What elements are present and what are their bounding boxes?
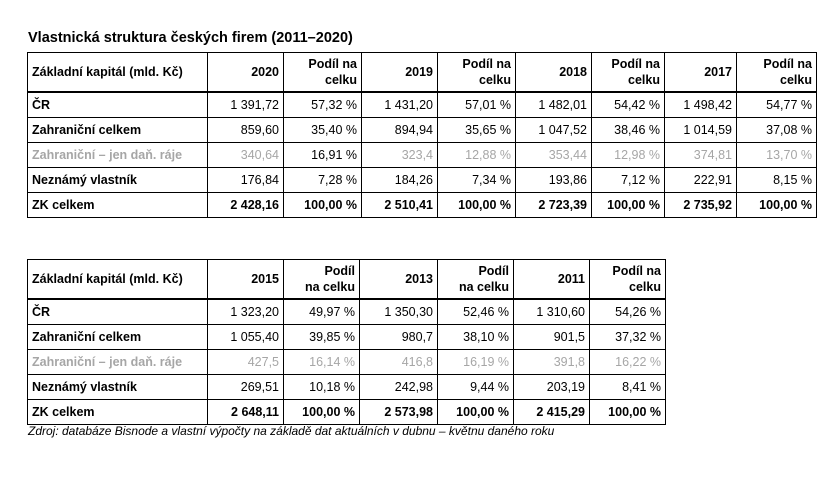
value-cell: 2 723,39 (516, 193, 592, 218)
share-cell: 12,88 % (438, 143, 516, 168)
row-label: ČR (28, 299, 208, 325)
row-label: Zahraniční – jen daň. ráje (28, 350, 208, 375)
row-label: ZK celkem (28, 193, 208, 218)
value-cell: 1 055,40 (208, 325, 284, 350)
value-cell: 340,64 (208, 143, 284, 168)
row-label: Zahraniční – jen daň. ráje (28, 143, 208, 168)
share-cell: 54,26 % (590, 299, 666, 325)
share-cell: 12,98 % (592, 143, 665, 168)
share-cell: 100,00 % (438, 400, 514, 425)
value-cell: 2 735,92 (665, 193, 737, 218)
share-cell: 57,32 % (284, 92, 362, 118)
row-label: Zahraniční celkem (28, 118, 208, 143)
value-cell: 193,86 (516, 168, 592, 193)
value-cell: 2 415,29 (514, 400, 590, 425)
value-cell: 859,60 (208, 118, 284, 143)
ownership-table-2017-2020 (27, 52, 817, 218)
share-cell: 100,00 % (592, 193, 665, 218)
year-header: 2011 (514, 260, 590, 300)
year-header: 2015 (208, 260, 284, 300)
share-cell: 16,14 % (284, 350, 360, 375)
value-cell: 391,8 (514, 350, 590, 375)
share-cell: 13,70 % (737, 143, 817, 168)
share-cell: 8,41 % (590, 375, 666, 400)
share-header: Podíl na celku (284, 260, 360, 300)
table-row (28, 118, 817, 143)
table-row (28, 299, 666, 325)
share-header: Podíl na celku (737, 53, 817, 93)
table-header-row (28, 260, 666, 300)
year-header: 2018 (516, 53, 592, 93)
share-header: Podíl na celku (438, 260, 514, 300)
share-cell: 10,18 % (284, 375, 360, 400)
share-cell: 16,91 % (284, 143, 362, 168)
share-cell: 54,42 % (592, 92, 665, 118)
source-note: Zdroj: databáze Bisnode a vlastní výpočty na základě dat aktuálních v dubnu – květnu daného roku (28, 424, 555, 438)
year-header: 2019 (362, 53, 438, 93)
value-cell: 1 047,52 (516, 118, 592, 143)
value-cell: 176,84 (208, 168, 284, 193)
share-cell: 100,00 % (284, 193, 362, 218)
value-cell: 222,91 (665, 168, 737, 193)
share-cell: 37,32 % (590, 325, 666, 350)
year-header: 2020 (208, 53, 284, 93)
value-cell: 901,5 (514, 325, 590, 350)
share-cell: 54,77 % (737, 92, 817, 118)
table-row (28, 375, 666, 400)
share-cell: 100,00 % (284, 400, 360, 425)
value-cell: 416,8 (360, 350, 438, 375)
share-cell: 7,28 % (284, 168, 362, 193)
table-row (28, 325, 666, 350)
value-cell: 1 014,59 (665, 118, 737, 143)
value-cell: 1 431,20 (362, 92, 438, 118)
share-cell: 39,85 % (284, 325, 360, 350)
share-header: Podíl na celku (592, 53, 665, 93)
label-column-header: Základní kapitál (mld. Kč) (28, 53, 208, 93)
value-cell: 1 482,01 (516, 92, 592, 118)
value-cell: 427,5 (208, 350, 284, 375)
value-cell: 353,44 (516, 143, 592, 168)
year-header: 2013 (360, 260, 438, 300)
share-cell: 100,00 % (737, 193, 817, 218)
share-cell: 100,00 % (590, 400, 666, 425)
value-cell: 2 648,11 (208, 400, 284, 425)
table-row (28, 350, 666, 375)
table-row (28, 92, 817, 118)
row-label: Neznámý vlastník (28, 168, 208, 193)
share-cell: 9,44 % (438, 375, 514, 400)
value-cell: 374,81 (665, 143, 737, 168)
row-label: Zahraniční celkem (28, 325, 208, 350)
value-cell: 242,98 (360, 375, 438, 400)
share-cell: 100,00 % (438, 193, 516, 218)
ownership-table-2011-2015 (27, 259, 666, 425)
value-cell: 894,94 (362, 118, 438, 143)
row-label: Neznámý vlastník (28, 375, 208, 400)
value-cell: 2 428,16 (208, 193, 284, 218)
share-header: Podíl na celku (590, 260, 666, 300)
share-cell: 37,08 % (737, 118, 817, 143)
total-row (28, 193, 817, 218)
row-label: ČR (28, 92, 208, 118)
value-cell: 323,4 (362, 143, 438, 168)
share-cell: 8,15 % (737, 168, 817, 193)
value-cell: 269,51 (208, 375, 284, 400)
page-title: Vlastnická struktura českých firem (2011–2020) (28, 30, 353, 46)
label-column-header: Základní kapitál (mld. Kč) (28, 260, 208, 300)
row-label: ZK celkem (28, 400, 208, 425)
value-cell: 2 573,98 (360, 400, 438, 425)
value-cell: 203,19 (514, 375, 590, 400)
share-cell: 38,46 % (592, 118, 665, 143)
table-row (28, 143, 817, 168)
value-cell: 1 350,30 (360, 299, 438, 325)
share-cell: 38,10 % (438, 325, 514, 350)
share-cell: 35,65 % (438, 118, 516, 143)
share-cell: 49,97 % (284, 299, 360, 325)
share-header: Podíl na celku (438, 53, 516, 93)
share-cell: 57,01 % (438, 92, 516, 118)
share-cell: 7,12 % (592, 168, 665, 193)
year-header: 2017 (665, 53, 737, 93)
share-header: Podíl na celku (284, 53, 362, 93)
value-cell: 1 323,20 (208, 299, 284, 325)
value-cell: 1 498,42 (665, 92, 737, 118)
total-row (28, 400, 666, 425)
share-cell: 35,40 % (284, 118, 362, 143)
share-cell: 16,22 % (590, 350, 666, 375)
share-cell: 7,34 % (438, 168, 516, 193)
value-cell: 1 391,72 (208, 92, 284, 118)
table-header-row (28, 53, 817, 93)
value-cell: 1 310,60 (514, 299, 590, 325)
share-cell: 16,19 % (438, 350, 514, 375)
value-cell: 2 510,41 (362, 193, 438, 218)
value-cell: 184,26 (362, 168, 438, 193)
table-row (28, 168, 817, 193)
share-cell: 52,46 % (438, 299, 514, 325)
value-cell: 980,7 (360, 325, 438, 350)
